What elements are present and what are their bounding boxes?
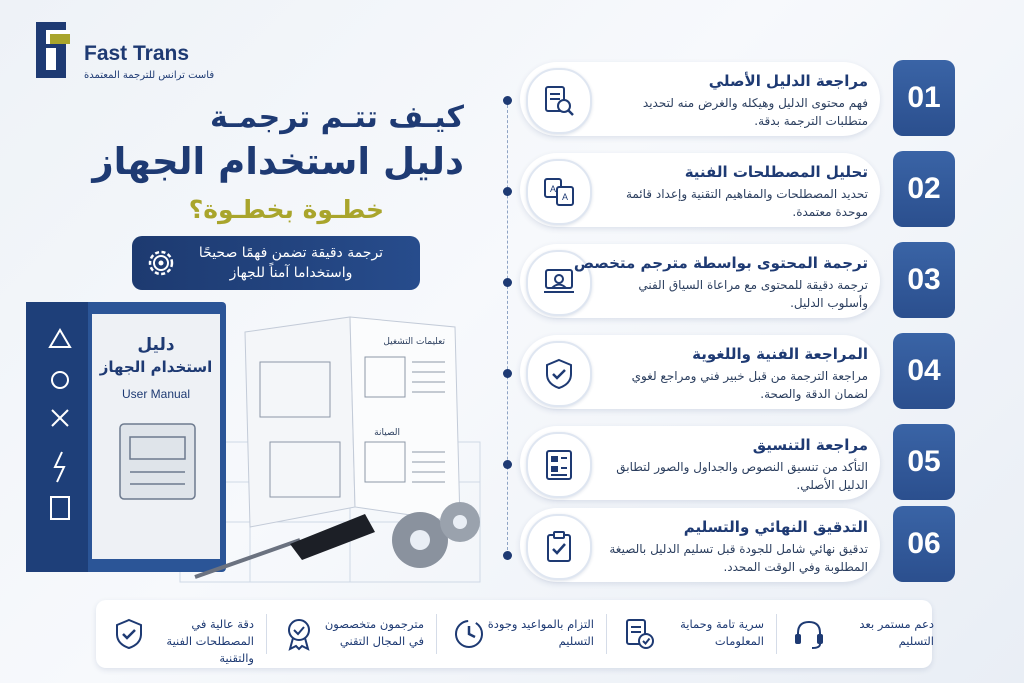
step-number: 02 (893, 151, 955, 227)
step-card-5 (520, 426, 880, 500)
shield-check-icon (542, 357, 576, 391)
step-description: مراجعة الترجمة من قبل خبير فني ومراجع لغوي لضمان الدقة والصحة. (631, 369, 868, 401)
step-card-4 (520, 335, 880, 409)
headset-icon (792, 617, 826, 651)
subtitle-banner (132, 236, 420, 290)
gear-icon (144, 246, 178, 280)
timeline-dot (503, 187, 512, 196)
step-number: 04 (893, 333, 955, 409)
brand-tagline: فاست ترانس للترجمة المعتمدة (84, 70, 215, 81)
step-title: مراجعة التنسيق (752, 436, 868, 454)
step-description: تدقيق نهائي شامل للجودة قبل تسليم الدليل بالصيغة المطلوبة وفي الوقت المحدد. (609, 542, 868, 574)
step-number: 06 (893, 506, 955, 582)
shield-check-icon (112, 617, 146, 651)
svg-text:A: A (561, 192, 569, 202)
step-card-1 (520, 62, 880, 136)
timeline-dot (503, 460, 512, 469)
closed-manual (26, 302, 226, 572)
brand-name: Fast Trans (84, 42, 190, 65)
open-book (245, 317, 460, 527)
step-description: التأكد من تنسيق النصوص والجداول والصور لتطابق الدليل الأصلي. (616, 460, 868, 492)
page-heading-maintenance: الصيانة (374, 428, 400, 438)
headline-line-1: كيـف تتـم ترجمـة (210, 100, 464, 135)
step-title: مراجعة الدليل الأصلي (708, 72, 868, 90)
manual-title-en: User Manual (121, 387, 191, 401)
step-title: تحليل المصطلحات الفنية (684, 163, 868, 181)
step-card-2 (520, 153, 880, 227)
divider (436, 614, 437, 654)
feature-item (102, 600, 262, 668)
award-badge-icon (282, 617, 316, 651)
step-card-3 (520, 244, 880, 318)
timeline-line (507, 100, 508, 550)
timeline-dot (503, 96, 512, 105)
clipboard-check-icon (542, 530, 576, 564)
step-card-6 (520, 508, 880, 582)
step-number: 03 (893, 242, 955, 318)
step-title: التدقيق النهائي والتسليم (683, 518, 868, 536)
feature-text: مترجمون متخصصون في المجال التقني (324, 617, 424, 648)
document-search-icon (542, 84, 576, 118)
headline-line-2: دليل استخدام الجهاز (92, 140, 464, 183)
step-number: 01 (893, 60, 955, 136)
secure-document-icon (622, 617, 656, 651)
banner-text: ترجمة دقيقة تضمن فهمًا صحيحًا واستخداما آمناً للجهاز (198, 245, 384, 281)
timeline-dot (503, 369, 512, 378)
divider (606, 614, 607, 654)
timeline-dot (503, 278, 512, 287)
brand-logo (36, 22, 226, 92)
divider (776, 614, 777, 654)
manual-title-ar: دليل (137, 335, 175, 355)
clock-icon (452, 617, 486, 651)
timeline-dot (503, 551, 512, 560)
feature-text: التزام بالمواعيد وجودة التسليم (487, 617, 594, 648)
step-number: 05 (893, 424, 955, 500)
svg-text:A: A (549, 184, 557, 194)
layout-icon (542, 448, 576, 482)
translate-icon (542, 175, 576, 209)
headline-line-3: خطـوة بخطـوة؟ (188, 195, 384, 224)
step-description: تحديد المصطلحات والمفاهيم التقنية وإعداد قائمة موحدة معتمدة. (625, 187, 868, 219)
feature-text: دقة عالية في المصطلحات الفنية والتقنية (166, 617, 254, 665)
step-title: المراجعة الفنية واللغوية (692, 345, 868, 363)
feature-item (272, 600, 432, 668)
step-description: ترجمة دقيقة للمحتوى مع مراعاة السياق الفني وأسلوب الدليل. (638, 278, 868, 310)
manual-title-ar-2: استخدام الجهاز (99, 358, 213, 376)
feature-item (782, 600, 942, 668)
feature-text: دعم مستمر بعد التسليم (859, 617, 934, 648)
step-title: ترجمة المحتوى بواسطة مترجم متخصص (573, 254, 868, 272)
features-bar (96, 600, 932, 668)
feature-item (612, 600, 772, 668)
feature-text: سرية تامة وحماية المعلومات (680, 617, 764, 648)
feature-item (442, 600, 602, 668)
translator-icon (542, 266, 576, 300)
divider (266, 614, 267, 654)
logo-mark-icon (36, 22, 74, 82)
page-heading-operation: تعليمات التشغيل (383, 337, 445, 347)
step-description: فهم محتوى الدليل وهيكله والغرض منه لتحديد متطلبات الترجمة بدقة. (642, 96, 868, 128)
manual-illustration (20, 292, 490, 592)
